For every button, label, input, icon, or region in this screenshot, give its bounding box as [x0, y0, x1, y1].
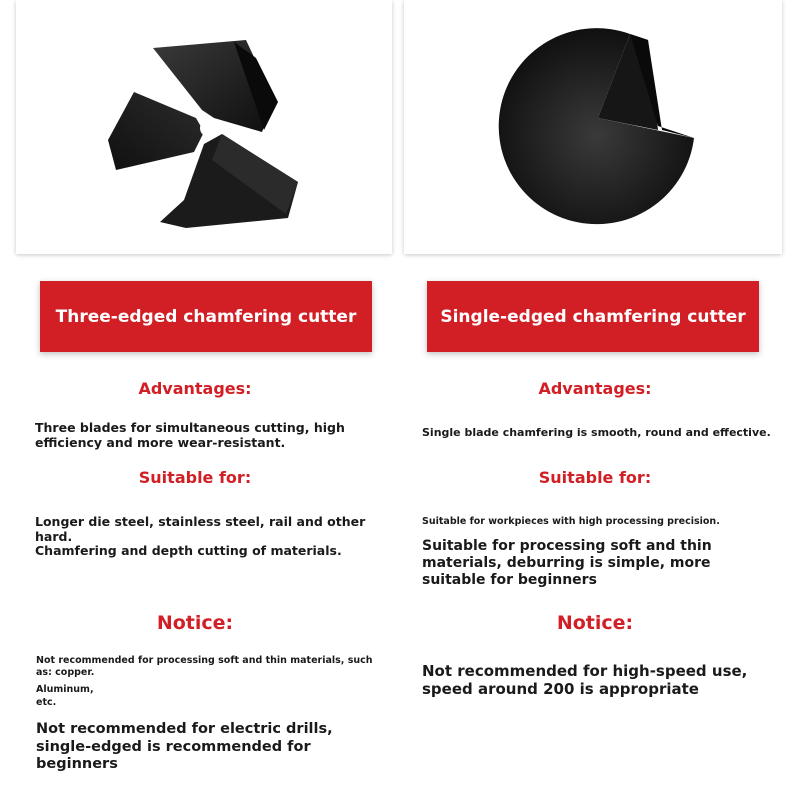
right-advantages-text: Single blade chamfering is smooth, round and effective. — [422, 426, 771, 439]
left-suitable-text-2: Chamfering and depth cutting of materials. — [35, 543, 342, 558]
single-edged-cutter-banner: Single-edged chamfering cutter — [427, 281, 759, 352]
left-suitable-heading: Suitable for: — [138, 468, 252, 487]
left-notice-small-2: Aluminum, — [36, 684, 94, 695]
right-notice-text: Not recommended for high-speed use, speed around 200 is appropriate — [422, 662, 748, 699]
left-advantages-heading: Advantages: — [138, 379, 252, 398]
right-suitable-text-2: Suitable for processing soft and thin materials, deburring is simple, more suitable for beginners — [422, 538, 712, 589]
right-suitable-heading: Suitable for: — [538, 468, 652, 487]
three-edged-cutter-image-panel — [16, 0, 392, 254]
three-edged-cutter-banner: Three-edged chamfering cutter — [40, 281, 372, 352]
three-edged-cutter-icon — [16, 0, 392, 254]
right-advantages-heading: Advantages: — [538, 379, 652, 398]
left-notice-small-1: Not recommended for processing soft and thin materials, such as: copper. — [36, 655, 373, 678]
left-notice-text: Not recommended for electric drills, single-edged is recommended for beginners — [36, 721, 333, 773]
left-advantages-text: Three blades for simultaneous cutting, high efficiency and more wear-resistant. — [35, 420, 345, 451]
left-notice-heading: Notice: — [156, 612, 234, 634]
left-suitable-text-1: Longer die steel, stainless steel, rail and other hard. — [35, 514, 366, 545]
left-notice-small-3: etc. — [36, 697, 57, 708]
single-edged-cutter-icon — [404, 0, 782, 254]
right-suitable-text-1: Suitable for workpieces with high processing precision. — [422, 516, 720, 527]
single-edged-cutter-image-panel — [404, 0, 782, 254]
right-notice-heading: Notice: — [556, 612, 634, 634]
